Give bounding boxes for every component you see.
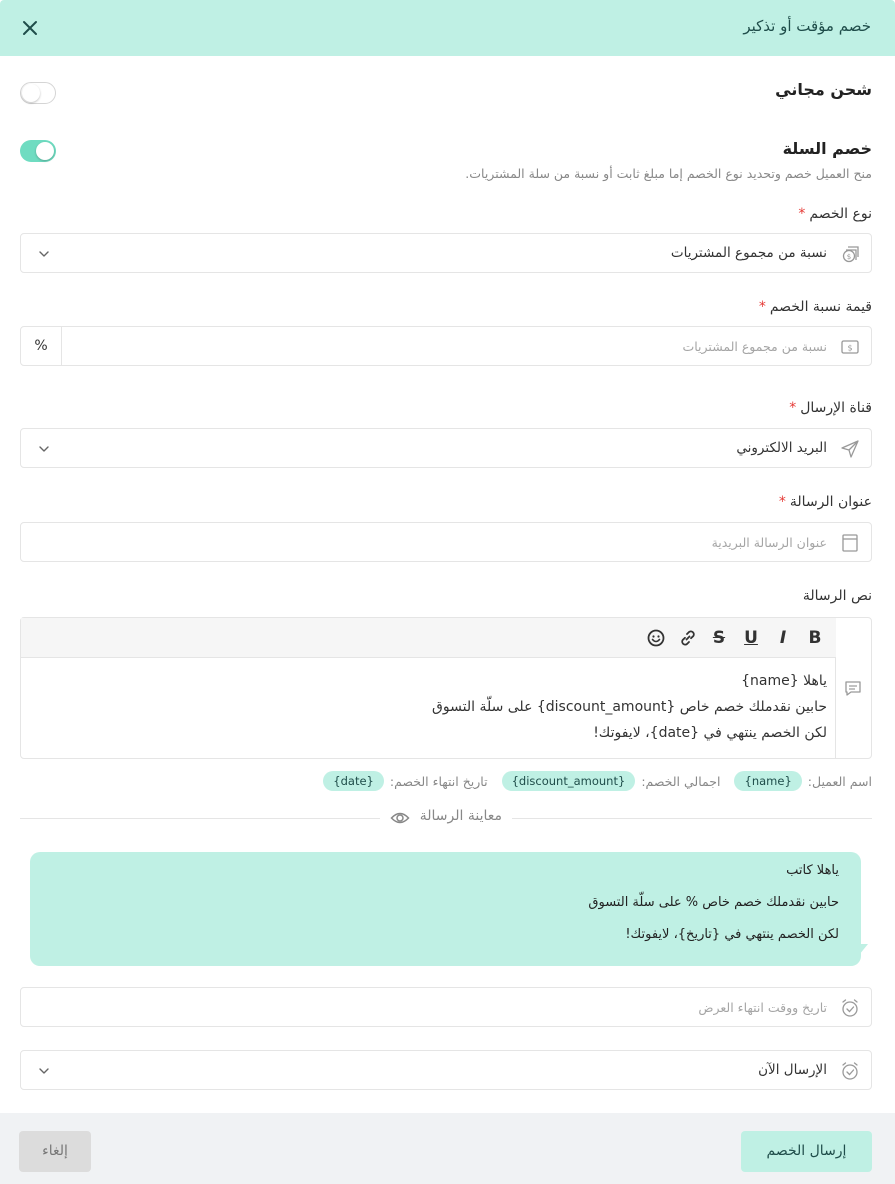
expiry-datetime-input[interactable]	[20, 987, 872, 1027]
bold-button[interactable]: B	[808, 628, 822, 648]
variable-chip-date[interactable]: {date}	[323, 771, 384, 791]
chevron-down-icon	[37, 1064, 51, 1078]
chevron-down-icon	[37, 442, 51, 456]
variable-label: تاريخ انتهاء الخصم:	[389, 773, 488, 789]
svg-text:$: $	[847, 343, 853, 353]
strikethrough-button[interactable]: S	[712, 628, 726, 648]
discount-value-placeholder: نسبة من مجموع المشتريات	[682, 339, 827, 354]
channel-select[interactable]	[20, 428, 872, 468]
subject-label	[779, 494, 872, 510]
variable-label: اسم العميل:	[807, 773, 872, 789]
expiry-placeholder: تاريخ ووقت انتهاء العرض	[698, 1000, 827, 1015]
variable-chip-name[interactable]: {name}	[734, 771, 801, 791]
required-mark: *	[758, 299, 766, 315]
svg-text:$: $	[846, 253, 852, 261]
link-button[interactable]	[677, 627, 699, 649]
subject-label-text: عنوان الرسالة	[789, 494, 872, 510]
send-time-value: الإرسال الآن	[758, 1062, 827, 1078]
discount-type-label-text: نوع الخصم	[809, 206, 872, 222]
dialog-title: خصم مؤقت أو تذكير	[743, 17, 871, 35]
close-icon	[18, 16, 42, 40]
discount-value-input[interactable]	[20, 326, 872, 366]
subject-placeholder: عنوان الرسالة البريدية	[711, 535, 827, 550]
percent-suffix: %	[21, 327, 62, 365]
send-discount-button[interactable]: إرسال الخصم	[741, 1131, 872, 1172]
alarm-clock-icon	[839, 1060, 861, 1082]
required-mark: *	[798, 206, 806, 222]
coins-icon	[839, 243, 861, 265]
close-button[interactable]	[18, 16, 42, 40]
message-icon	[843, 678, 863, 698]
discount-type-value: نسبة من مجموع المشتريات	[670, 245, 827, 261]
send-icon	[839, 438, 861, 460]
divider	[512, 818, 872, 819]
channel-value: البريد الالكتروني	[736, 440, 827, 456]
free-shipping-toggle[interactable]	[20, 82, 56, 104]
cancel-button[interactable]: إلغاء	[19, 1131, 91, 1172]
editor-line: لكن الخصم ينتهي في {date}، لايفوتك!	[593, 725, 827, 741]
document-icon	[839, 532, 861, 554]
italic-button[interactable]: I	[779, 628, 787, 648]
required-mark: *	[778, 494, 786, 510]
link-icon	[678, 628, 698, 648]
preview-line: ياهلا كاتب	[786, 863, 839, 878]
free-shipping-title: شحن مجاني	[775, 80, 872, 99]
emoji-button[interactable]	[645, 627, 667, 649]
cart-discount-title: خصم السلة	[782, 139, 872, 158]
editor-toolbar	[21, 618, 836, 658]
dialog-header	[0, 0, 895, 56]
editor-content[interactable]	[432, 668, 827, 746]
discount-value-label	[759, 299, 872, 315]
toggle-knob	[22, 84, 40, 102]
channel-label	[789, 400, 872, 416]
editor-line: ياهلا {name}	[741, 673, 827, 689]
body-label: نص الرسالة	[802, 588, 872, 604]
cart-discount-description: منح العميل خصم وتحديد نوع الخصم إما مبلغ ثابت أو نسبة من سلة المشتريات.	[465, 166, 872, 181]
divider	[20, 818, 380, 819]
variable-chip-discount-amount[interactable]: {discount_amount}	[502, 771, 636, 791]
cart-discount-toggle[interactable]	[20, 140, 56, 162]
subject-input[interactable]	[20, 522, 872, 562]
emoji-icon	[646, 628, 666, 648]
discount-value-label-text: قيمة نسبة الخصم	[769, 299, 872, 315]
editor-line: حابين نقدملك خصم خاص {discount_amount} على سلّة التسوق	[432, 699, 827, 715]
chevron-down-icon	[37, 247, 51, 261]
underline-button[interactable]: U	[744, 628, 758, 648]
discount-type-label	[798, 206, 872, 222]
alarm-clock-icon	[839, 997, 861, 1019]
send-time-select[interactable]	[20, 1050, 872, 1090]
variable-legend	[315, 770, 872, 792]
preview-heading	[390, 808, 502, 824]
channel-label-text: قناة الإرسال	[800, 400, 872, 416]
discount-type-select[interactable]	[20, 233, 872, 273]
required-mark: *	[789, 400, 797, 416]
editor-side	[835, 618, 871, 758]
money-icon	[839, 336, 861, 358]
eye-icon	[390, 809, 410, 827]
preview-line: حابين نقدملك خصم خاص % على سلّة التسوق	[588, 895, 839, 910]
preview-line: لكن الخصم ينتهي في {تاريخ}، لايفوتك!	[625, 927, 839, 942]
message-editor[interactable]	[20, 617, 872, 759]
preview-bubble	[30, 852, 861, 966]
variable-label: اجمالي الخصم:	[641, 773, 721, 789]
toggle-knob	[36, 142, 54, 160]
preview-label-text: معاينة الرسالة	[419, 808, 502, 824]
